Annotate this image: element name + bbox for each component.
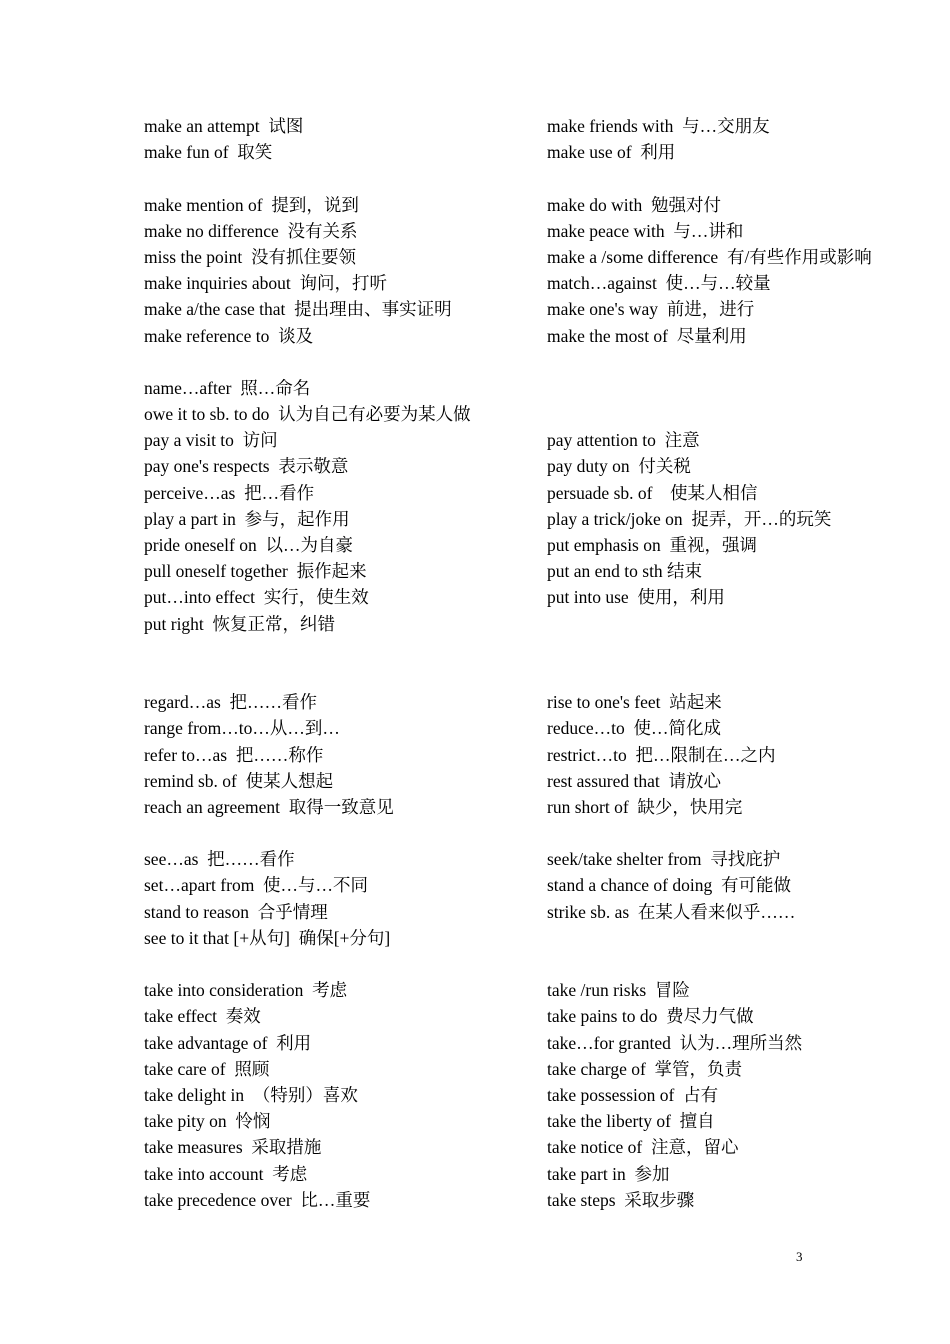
phrase-entry: reach an agreement 取得一致意见 [144,796,394,817]
phrase-entry: take…for granted 认为…理所当然 [547,1032,803,1053]
phrase-entry: take care of 照顾 [144,1058,270,1079]
phrase-entry: make no difference 没有关系 [144,220,358,241]
phrase-entry: play a trick/joke on 捉弄，开…的玩笑 [547,508,832,529]
phrase-entry: put emphasis on 重视，强调 [547,535,757,555]
phrase-entry: take precedence over 比…重要 [144,1189,371,1210]
phrase-entry: refer to…as 把……称作 [144,744,324,765]
phrase-entry [144,951,539,977]
left-phrase-column [144,113,539,1213]
phrase-entry: range from…to…从…到… [144,718,340,739]
phrase-entry [547,663,947,689]
phrase-entry: take notice of 注意，留心 [547,1137,739,1158]
phrase-entry: pay a visit to 访问 [144,430,278,451]
phrase-entry: take /run risks 冒险 [547,980,690,1001]
phrase-entry [547,820,947,846]
phrase-entry: regard…as 把……看作 [144,692,318,713]
phrase-entry [547,637,947,663]
phrase-entry [547,611,947,637]
phrase-entry: make the most of 尽量利用 [547,325,747,346]
phrase-entry: put right 恢复正常，纠错 [144,613,336,634]
phrase-entry: strike sb. as 在某人看来似乎…… [547,901,796,922]
phrase-entry: seek/take shelter from 寻找庇护 [547,849,781,870]
phrase-entry [144,637,539,663]
phrase-entry [144,820,539,846]
phrase-entry: reduce…to 使…简化成 [547,718,721,739]
phrase-entry: take into consideration 考虑 [144,980,348,1001]
phrase-entry [547,165,947,191]
phrase-entry: pay attention to 注意 [547,430,700,451]
phrase-entry: take possession of 占有 [547,1084,719,1105]
phrase-entry: pride oneself on 以…为自豪 [144,535,353,555]
phrase-entry: take advantage of 利用 [144,1032,312,1053]
phrase-entry: take pains to do 费尽力气做 [547,1006,754,1027]
phrase-entry: put an end to sth 结束 [547,561,703,582]
phrase-entry: make a/the case that 提出理由、事实证明 [144,299,452,320]
phrase-entry: see…as 把……看作 [144,849,295,870]
phrase-entry [547,951,947,977]
phrase-entry [144,165,539,191]
phrase-entry: run short of 缺少，快用完 [547,796,743,817]
phrase-entry: put…into effect 实行，使生效 [144,587,369,608]
phrase-entry: make a /some difference 有/有些作用或影响 [547,246,872,267]
phrase-entry: make peace with 与…讲和 [547,220,744,241]
phrase-entry: make inquiries about 询问，打听 [144,273,388,294]
phrase-entry: make reference to 谈及 [144,325,314,346]
phrase-entry: make fun of 取笑 [144,142,273,163]
phrase-entry [547,401,947,427]
phrase-entry: pay one's respects 表示敬意 [144,456,349,477]
phrase-entry: take into account 考虑 [144,1163,308,1184]
phrase-entry: take steps 采取步骤 [547,1189,695,1210]
phrase-entry: stand to reason 合乎情理 [144,901,328,922]
phrase-entry: make one's way 前进，进行 [547,299,755,320]
phrase-entry: play a part in 参与，起作用 [144,508,350,529]
phrase-entry: take delight in （特别）喜欢 [144,1084,358,1105]
phrase-entry: take charge of 掌管，负责 [547,1058,743,1079]
phrase-entry: take measures 采取措施 [144,1137,322,1158]
phrase-entry: make do with 勉强对付 [547,194,722,215]
phrase-entry: name…after 照…命名 [144,377,311,398]
phrase-entry: put into use 使用，利用 [547,587,725,608]
phrase-entry: make an attempt 试图 [144,116,304,136]
phrase-entry: set…apart from 使…与…不同 [144,875,369,896]
phrase-entry [547,375,947,401]
phrase-entry: take part in 参加 [547,1163,670,1184]
phrase-entry: take effect 奏效 [144,1006,261,1027]
phrase-entry: take the liberty of 擅自 [547,1111,715,1132]
right-phrase-column [547,113,947,1213]
phrase-entry: stand a chance of doing 有可能做 [547,875,791,896]
phrase-entry: make mention of 提到，说到 [144,194,359,215]
phrase-entry: pay duty on 付关税 [547,456,691,477]
phrase-entry: owe it to sb. to do 认为自己有必要为某人做 [144,404,471,425]
phrase-entry: perceive…as 把…看作 [144,482,315,503]
phrase-entry [144,663,539,689]
phrase-entry: restrict…to 把…限制在…之内 [547,744,776,765]
phrase-entry: rise to one's feet 站起来 [547,692,722,713]
phrase-entry: match…against 使…与…较量 [547,273,771,294]
phrase-entry: miss the point 没有抓住要领 [144,246,356,267]
phrase-entry: persuade sb. of 使某人相信 [547,482,758,503]
phrase-entry: take pity on 怜悯 [144,1111,271,1132]
phrase-entry: remind sb. of 使某人想起 [144,770,334,791]
phrase-entry: make friends with 与…交朋友 [547,116,770,136]
page-number: 3 [796,1249,803,1264]
phrase-entry [144,349,539,375]
phrase-entry [547,925,947,951]
phrase-entry: pull oneself together 振作起来 [144,561,367,582]
phrase-entry: make use of 利用 [547,142,676,163]
phrase-entry [547,349,947,375]
phrase-entry: see to it that [+从句] 确保[+分句] [144,927,391,948]
phrase-entry: rest assured that 请放心 [547,770,721,791]
